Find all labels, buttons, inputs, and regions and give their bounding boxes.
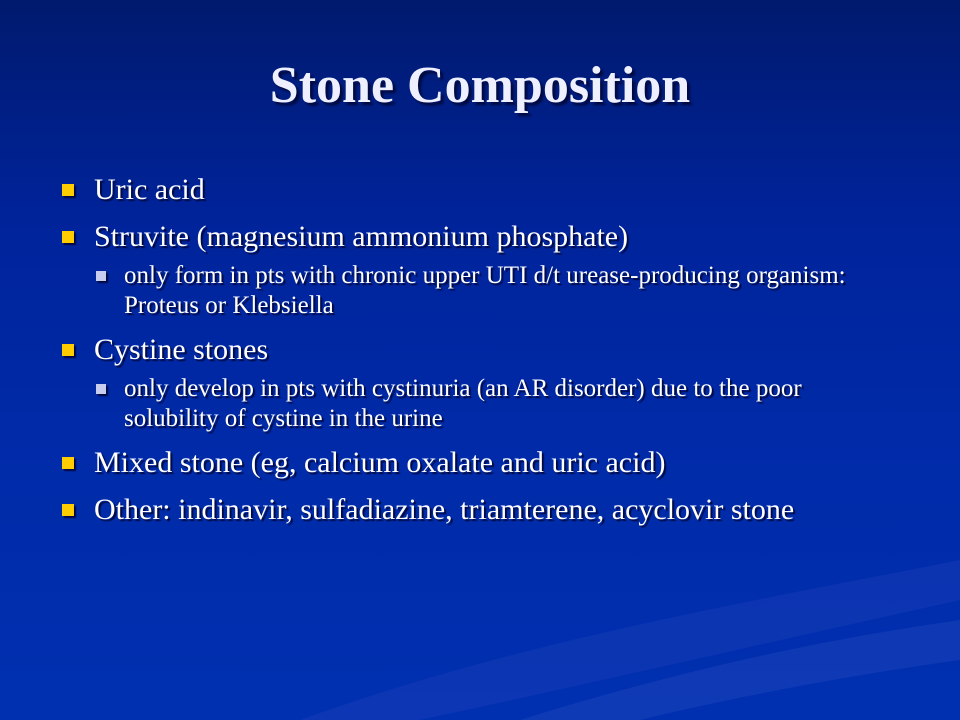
bullet-text: Mixed stone (eg, calcium oxalate and uric acid)	[94, 446, 666, 479]
bullet-list	[56, 172, 896, 539]
square-bullet-icon	[62, 231, 74, 243]
sub-bullet-text: only develop in pts with cystinuria (an AR disorder) due to the poor solubility of cystine in the urine	[124, 375, 802, 432]
square-bullet-icon	[96, 271, 106, 281]
sub-bullet-item	[94, 374, 896, 434]
bullet-item	[56, 445, 896, 481]
sub-bullet-list	[94, 374, 896, 434]
bullet-text: Struvite (magnesium ammonium phosphate)	[94, 220, 629, 253]
slide-title: Stone Composition	[269, 57, 691, 114]
bullet-item	[56, 332, 896, 434]
square-bullet-icon	[62, 504, 74, 516]
bullet-item	[56, 172, 896, 208]
sub-bullet-text: only form in pts with chronic upper UTI d/t urease-producing organism: Proteus or Klebsiella	[124, 262, 846, 319]
bullet-text: Uric acid	[94, 173, 205, 206]
bullet-item	[56, 219, 896, 321]
sub-bullet-item	[94, 261, 896, 321]
square-bullet-icon	[96, 384, 106, 394]
square-bullet-icon	[62, 184, 74, 196]
sub-bullet-list	[94, 261, 896, 321]
bullet-item	[56, 492, 896, 528]
square-bullet-icon	[62, 344, 74, 356]
bullet-text: Other: indinavir, sulfadiazine, triamterene, acyclovir stone	[94, 493, 795, 526]
bullet-text: Cystine stones	[94, 333, 269, 366]
square-bullet-icon	[62, 457, 74, 469]
